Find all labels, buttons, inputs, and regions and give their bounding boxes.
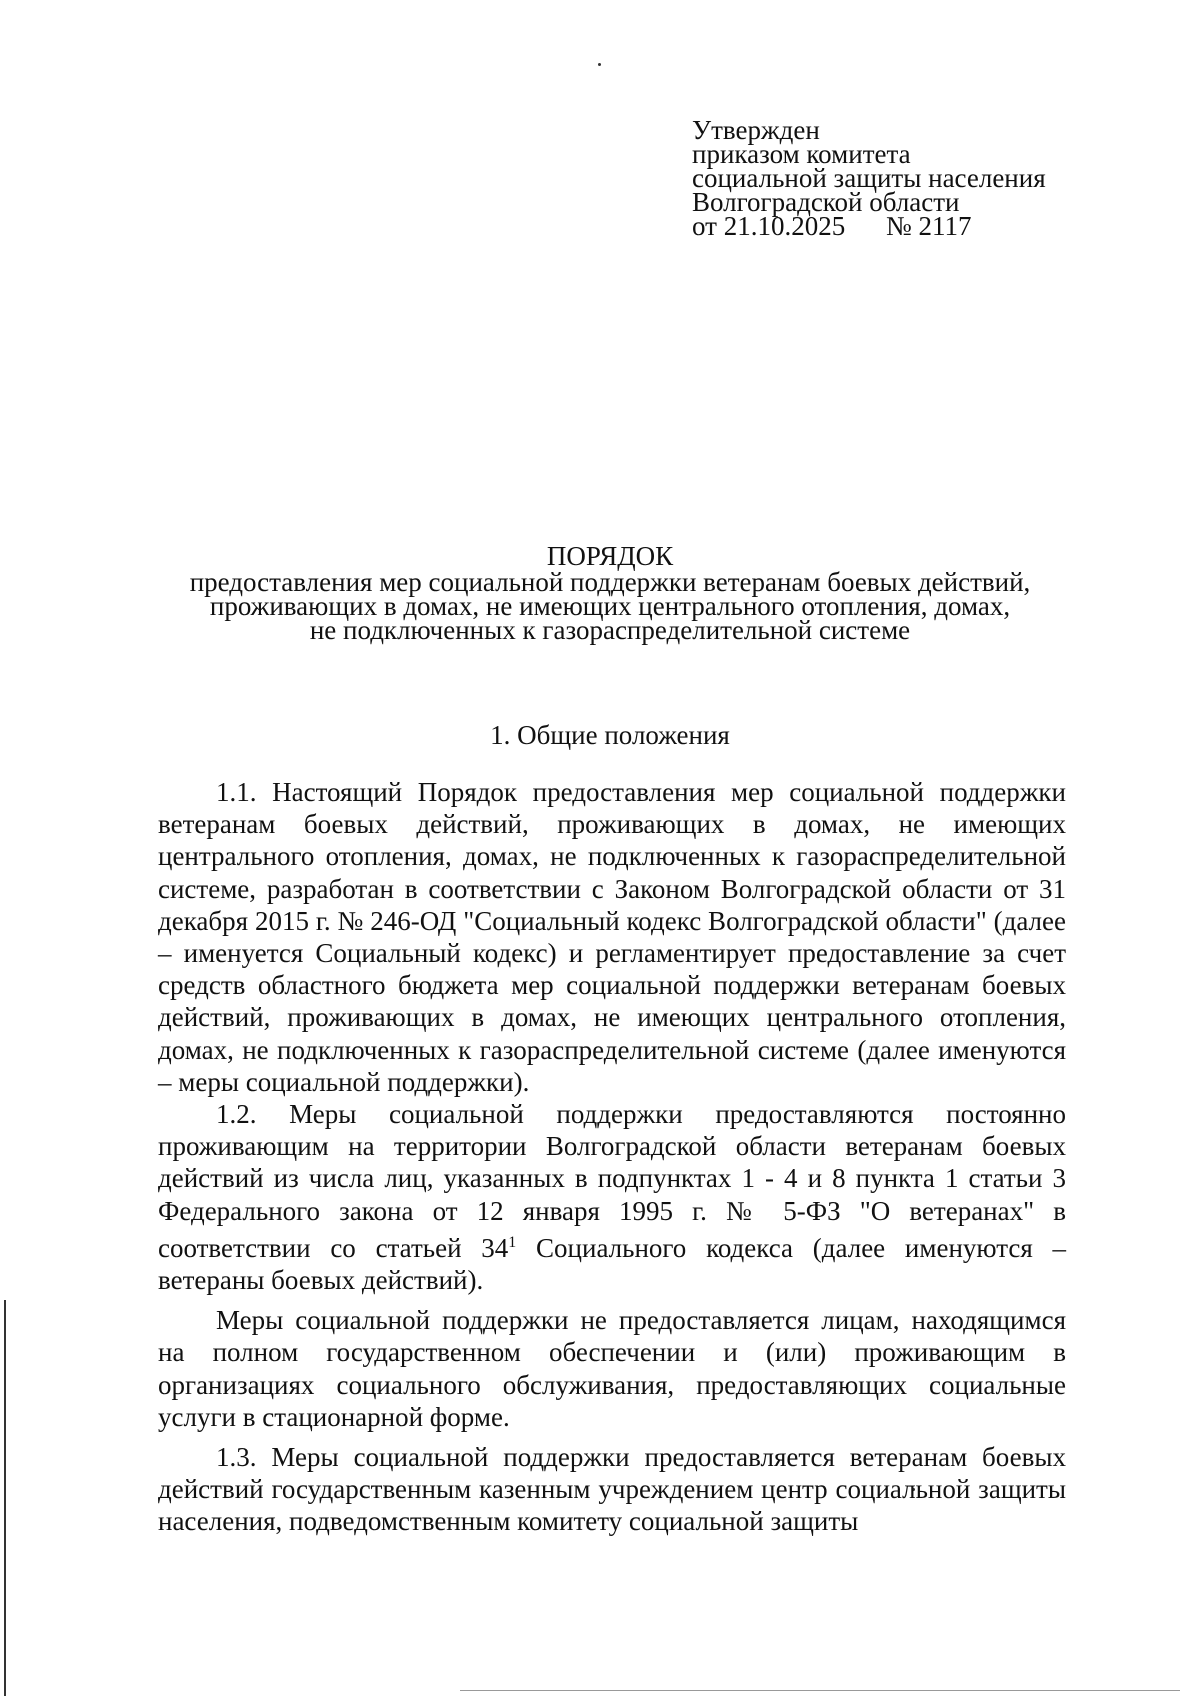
paragraph-1-1: 1.1. Настоящий Порядок предоставления мер социальной поддержки ветеранам боевых действий, проживающих в домах, не имеющих центрального отопления, домах, не подключенных к газораспределительной системе, разработан в соответствии с Законом Волгоградской области от 31 декабря 2015 г. № 246-ОД "Социальный кодекс Волгоградской области" (далее – именуется Социальный кодекс) и регламентирует предоставление за счет средств областного бюджета мер социальной поддержки ветеранам боевых действий, проживающих в домах, не имеющих центрального отопления, домах, не подключенных к газораспределительной системе (далее именуются – меры социальной поддержки). xyxy=(158,777,1066,1097)
approval-line: приказом комитета xyxy=(692,139,911,169)
approval-number: № 2117 xyxy=(885,211,972,241)
document-title-block xyxy=(150,541,1070,645)
paragraph-1-2-b: Меры социальной поддержки не предоставляется лицам, находящимся на полном государственном обеспечении и (или) проживающим в организациях социального обслуживания, предоставляющих социальные услуги в стационарной форме. xyxy=(158,1305,1066,1432)
scan-speck xyxy=(598,63,601,66)
scan-edge-line xyxy=(460,1690,1180,1691)
document-subtitle-line: предоставления мер социальной поддержки ветеранам боевых действий, xyxy=(189,567,1031,597)
section-heading: 1. Общие положения xyxy=(490,720,730,750)
approval-date: от 21.10.2025 xyxy=(692,211,846,241)
document-title: ПОРЯДОК xyxy=(546,541,674,571)
superscript: 1 xyxy=(508,1233,517,1251)
paragraph-1-2 xyxy=(158,1098,1066,1296)
approval-stamp-block xyxy=(692,115,1046,241)
approval-line: Утвержден xyxy=(692,115,820,145)
paragraph-text: Социального кодекса (далее именуются – ветераны боевых действий). xyxy=(158,1232,1066,1296)
scan-edge-line xyxy=(4,1300,6,1696)
paragraph-1-3: 1.3. Меры социальной поддержки предоставляется ветеранам боевых действий государственным казенным учреждением центр социальной защиты населения, подведомственным комитету социальной защиты xyxy=(158,1442,1066,1537)
approval-date-line xyxy=(692,211,1046,241)
approval-line: социальной защиты населения xyxy=(692,163,1046,193)
document-subtitle-line: проживающих в домах, не имеющих центрального отопления, домах, xyxy=(209,591,1011,621)
paragraph-text: 1.2. Меры социальной поддержки предоставляются постоянно проживающим на территории Волгоградской области ветеранам боевых действий из числа лиц, указанных в подпунктах 1 - 4 и 8 пункта 1 статьи 3 Федерального закона от 12 января 1995 г. № 5-ФЗ "О ветеранах" в соответствии со статьей 34 xyxy=(158,1099,1066,1263)
document-body xyxy=(158,776,1066,1538)
approval-line: Волгоградской области xyxy=(692,187,960,217)
document-subtitle-line: не подключенных к газораспределительной системе xyxy=(309,615,911,645)
